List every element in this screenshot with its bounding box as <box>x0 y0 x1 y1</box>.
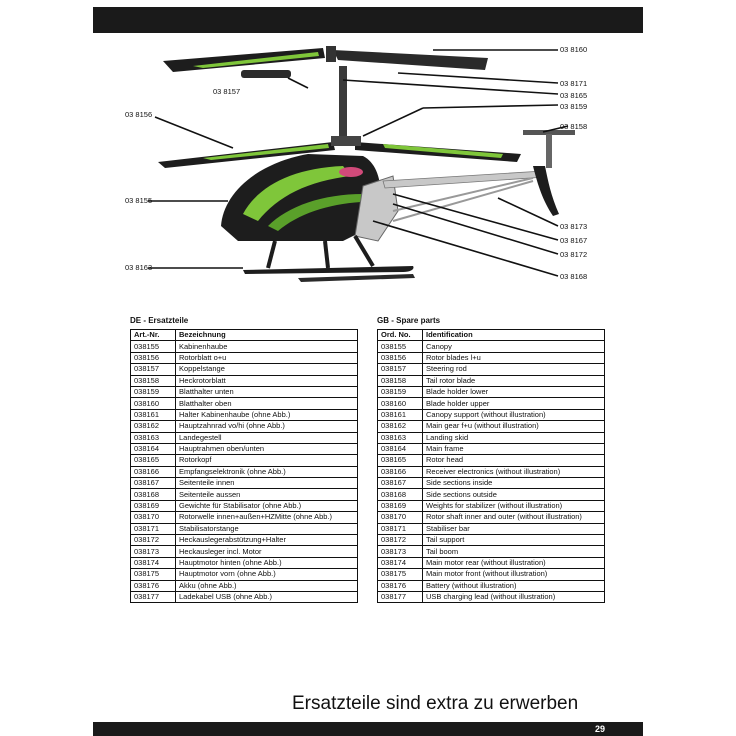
table-row <box>131 364 358 375</box>
part-number-cell: 038176 <box>131 580 176 591</box>
part-number-cell: 038164 <box>378 443 423 454</box>
column-header: Art.-Nr. <box>131 330 176 341</box>
table-row <box>131 432 358 443</box>
part-name-cell: Ladekabel USB (ohne Abb.) <box>176 591 358 602</box>
part-name-cell: Rotor blades l+u <box>423 352 605 363</box>
table-row <box>131 398 358 409</box>
helicopter-figure <box>93 36 643 298</box>
table-row <box>131 386 358 397</box>
part-name-cell: Gewichte für Stabilisator (ohne Abb.) <box>176 500 358 511</box>
table-row <box>131 569 358 580</box>
part-number-cell: 038166 <box>131 466 176 477</box>
table-row <box>131 409 358 420</box>
part-name-cell: Hauptzahnrad vo/hi (ohne Abb.) <box>176 421 358 432</box>
part-label-038163: 03 8163 <box>125 263 153 272</box>
part-number-cell: 038167 <box>131 478 176 489</box>
table-row <box>378 409 605 420</box>
part-number-cell: 038166 <box>378 466 423 477</box>
part-number-cell: 038156 <box>378 352 423 363</box>
part-label-038160: 03 8160 <box>560 45 588 54</box>
part-name-cell: Heckrotorblatt <box>176 375 358 386</box>
part-name-cell: Main motor rear (without illustration) <box>423 557 605 568</box>
part-name-cell: Main gear f+u (without illustration) <box>423 421 605 432</box>
gb-parts-table <box>377 329 605 603</box>
table-row <box>131 466 358 477</box>
part-number-cell: 038160 <box>131 398 176 409</box>
table-row <box>378 432 605 443</box>
part-name-cell: Rotorwelle innen+außen+HZMitte (ohne Abb.) <box>176 512 358 523</box>
part-label-038157: 03 8157 <box>213 87 241 96</box>
part-number-cell: 038168 <box>378 489 423 500</box>
part-name-cell: Stabilisatorstange <box>176 523 358 534</box>
part-name-cell: Empfangselektronik (ohne Abb.) <box>176 466 358 477</box>
part-name-cell: Koppelstange <box>176 364 358 375</box>
part-name-cell: Blatthalter unten <box>176 386 358 397</box>
table-row <box>378 386 605 397</box>
part-label-038173: 03 8173 <box>560 222 588 231</box>
part-name-cell: Halter Kabinenhaube (ohne Abb.) <box>176 409 358 420</box>
part-name-cell: Hauptmotor hinten (ohne Abb.) <box>176 557 358 568</box>
table-row <box>378 591 605 602</box>
part-number-cell: 038172 <box>378 535 423 546</box>
part-name-cell: Canopy <box>423 341 605 352</box>
table-row <box>131 443 358 454</box>
part-label-038159: 03 8159 <box>560 102 588 111</box>
table-row <box>378 523 605 534</box>
table-row <box>378 512 605 523</box>
part-number-cell: 038165 <box>131 455 176 466</box>
part-number-cell: 038162 <box>378 421 423 432</box>
part-number-cell: 038169 <box>131 500 176 511</box>
part-number-cell: 038157 <box>378 364 423 375</box>
part-number-cell: 038173 <box>131 546 176 557</box>
part-label-038171: 03 8171 <box>560 79 588 88</box>
part-label-038167: 03 8167 <box>560 236 588 245</box>
part-name-cell: Receiver electronics (without illustration) <box>423 466 605 477</box>
table-row <box>378 569 605 580</box>
table-row <box>378 535 605 546</box>
table-row <box>131 341 358 352</box>
part-name-cell: Rotorkopf <box>176 455 358 466</box>
part-name-cell: Battery (without illustration) <box>423 580 605 591</box>
part-number-cell: 038158 <box>378 375 423 386</box>
table-row <box>131 580 358 591</box>
part-name-cell: Blade holder upper <box>423 398 605 409</box>
de-parts-table <box>130 329 358 603</box>
table-row <box>131 591 358 602</box>
table-row <box>131 455 358 466</box>
gb-section-title: GB - Spare parts <box>377 316 441 325</box>
part-label-038165: 03 8165 <box>560 91 588 100</box>
part-name-cell: Rotor shaft inner and outer (without illustration) <box>423 512 605 523</box>
part-number-cell: 038171 <box>131 523 176 534</box>
part-name-cell: Rotor head <box>423 455 605 466</box>
part-number-cell: 038171 <box>378 523 423 534</box>
table-row <box>131 557 358 568</box>
table-row <box>131 421 358 432</box>
part-name-cell: USB charging lead (without illustration) <box>423 591 605 602</box>
part-number-cell: 038155 <box>131 341 176 352</box>
table-row <box>378 455 605 466</box>
part-label-038168: 03 8168 <box>560 272 588 281</box>
part-name-cell: Tail rotor blade <box>423 375 605 386</box>
column-header: Ord. No. <box>378 330 423 341</box>
part-number-cell: 038160 <box>378 398 423 409</box>
part-name-cell: Heckauslegerabstützung+Halter <box>176 535 358 546</box>
part-name-cell: Seitenteile innen <box>176 478 358 489</box>
part-label-038158: 03 8158 <box>560 122 588 131</box>
part-name-cell: Side sections inside <box>423 478 605 489</box>
part-number-cell: 038175 <box>131 569 176 580</box>
part-name-cell: Akku (ohne Abb.) <box>176 580 358 591</box>
part-name-cell: Kabinenhaube <box>176 341 358 352</box>
table-row <box>378 443 605 454</box>
part-number-cell: 038170 <box>378 512 423 523</box>
part-number-cell: 038162 <box>131 421 176 432</box>
part-name-cell: Side sections outside <box>423 489 605 500</box>
part-number-cell: 038158 <box>131 375 176 386</box>
part-number-cell: 038159 <box>378 386 423 397</box>
table-row <box>378 489 605 500</box>
column-header: Bezeichnung <box>176 330 358 341</box>
part-name-cell: Seitenteile aussen <box>176 489 358 500</box>
part-number-cell: 038155 <box>378 341 423 352</box>
table-row <box>131 489 358 500</box>
table-row <box>131 535 358 546</box>
part-name-cell: Main motor front (without illustration) <box>423 569 605 580</box>
table-row <box>378 398 605 409</box>
table-row <box>378 500 605 511</box>
part-number-cell: 038174 <box>378 557 423 568</box>
part-number-cell: 038173 <box>378 546 423 557</box>
part-number-cell: 038156 <box>131 352 176 363</box>
table-row <box>131 352 358 363</box>
table-row <box>378 466 605 477</box>
part-number-cell: 038157 <box>131 364 176 375</box>
footer-note: Ersatzteile sind extra zu erwerben <box>292 693 579 714</box>
part-number-cell: 038165 <box>378 455 423 466</box>
page-number: 29 <box>594 724 605 734</box>
part-label-038172: 03 8172 <box>560 250 588 259</box>
header-bar <box>93 7 643 33</box>
part-number-cell: 038177 <box>131 591 176 602</box>
part-name-cell: Hauptmotor vorn (ohne Abb.) <box>176 569 358 580</box>
table-row <box>131 523 358 534</box>
part-name-cell: Blatthalter oben <box>176 398 358 409</box>
de-section-title: DE - Ersatzteile <box>130 316 189 325</box>
table-row <box>131 375 358 386</box>
part-name-cell: Landegestell <box>176 432 358 443</box>
part-name-cell: Hauptrahmen oben/unten <box>176 443 358 454</box>
part-name-cell: Main frame <box>423 443 605 454</box>
part-number-cell: 038169 <box>378 500 423 511</box>
part-number-cell: 038176 <box>378 580 423 591</box>
part-name-cell: Blade holder lower <box>423 386 605 397</box>
part-number-cell: 038163 <box>378 432 423 443</box>
part-number-cell: 038175 <box>378 569 423 580</box>
table-row <box>378 364 605 375</box>
footer-bar <box>93 722 643 736</box>
table-row <box>378 341 605 352</box>
table-row <box>378 375 605 386</box>
part-number-cell: 038170 <box>131 512 176 523</box>
table-row <box>131 500 358 511</box>
part-number-cell: 038164 <box>131 443 176 454</box>
table-row <box>131 546 358 557</box>
part-name-cell: Stabiliser bar <box>423 523 605 534</box>
part-name-cell: Heckausleger incl. Motor <box>176 546 358 557</box>
table-row <box>378 352 605 363</box>
table-row <box>131 478 358 489</box>
part-name-cell: Weights for stabilizer (without illustration) <box>423 500 605 511</box>
part-label-038155: 03 8155 <box>125 196 153 205</box>
part-name-cell: Steering rod <box>423 364 605 375</box>
table-header-row <box>131 330 358 341</box>
table-row <box>378 557 605 568</box>
part-name-cell: Landing skid <box>423 432 605 443</box>
part-name-cell: Tail boom <box>423 546 605 557</box>
part-number-cell: 038163 <box>131 432 176 443</box>
part-name-cell: Canopy support (without illustration) <box>423 409 605 420</box>
column-header: Identification <box>423 330 605 341</box>
part-number-cell: 038167 <box>378 478 423 489</box>
part-label-038156: 03 8156 <box>125 110 153 119</box>
table-row <box>378 546 605 557</box>
part-number-cell: 038159 <box>131 386 176 397</box>
table-row <box>378 580 605 591</box>
part-number-cell: 038172 <box>131 535 176 546</box>
part-name-cell: Tail support <box>423 535 605 546</box>
part-number-cell: 038168 <box>131 489 176 500</box>
table-row <box>378 478 605 489</box>
part-number-cell: 038174 <box>131 557 176 568</box>
table-row <box>378 421 605 432</box>
table-row <box>131 512 358 523</box>
part-number-cell: 038177 <box>378 591 423 602</box>
part-number-cell: 038161 <box>378 409 423 420</box>
part-name-cell: Rotorblatt o+u <box>176 352 358 363</box>
part-number-cell: 038161 <box>131 409 176 420</box>
table-header-row <box>378 330 605 341</box>
